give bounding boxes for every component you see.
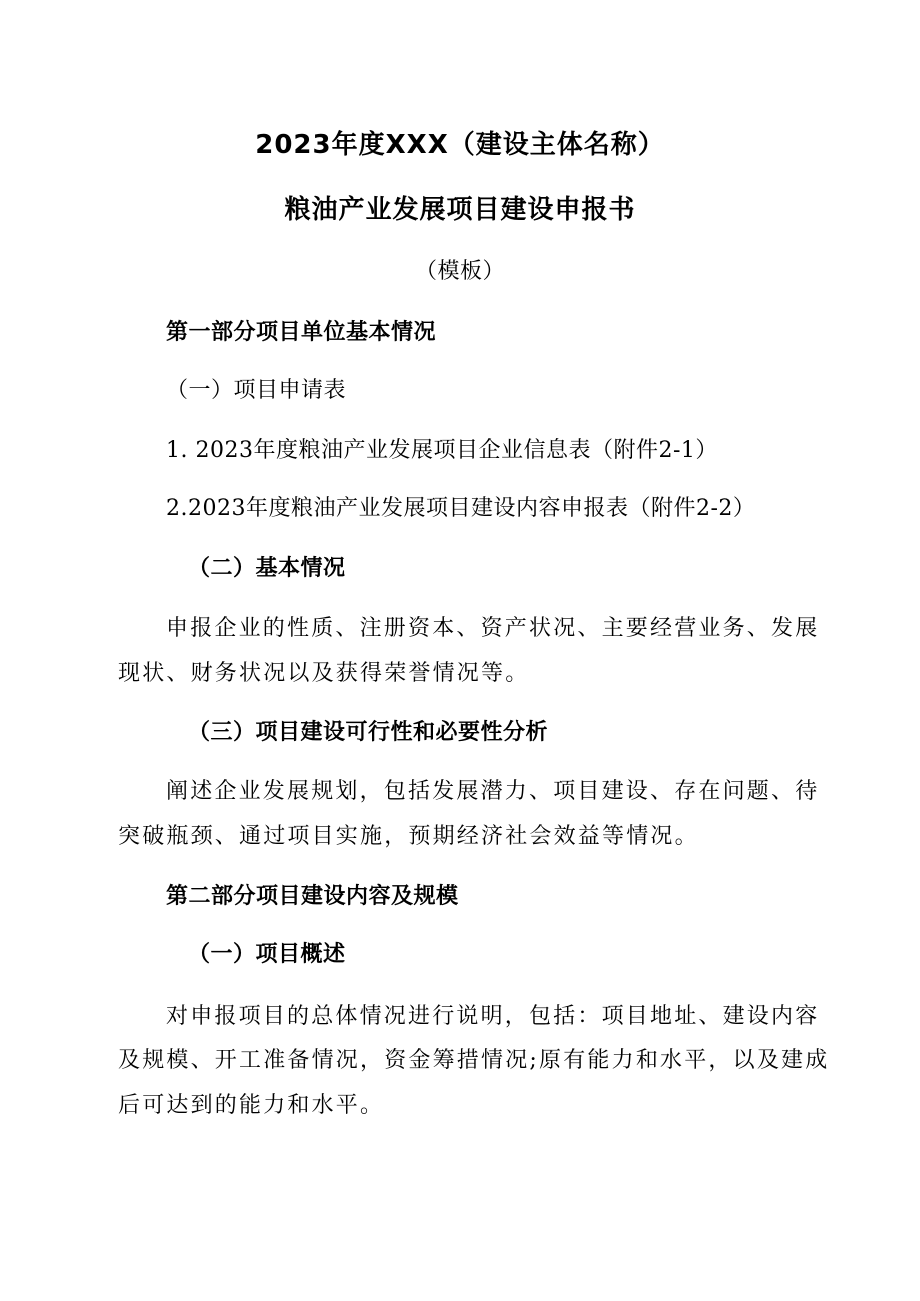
part1-sec3-paragraph-line2: 突破瓶颈、通过项目实施，预期经济社会效益等情况。	[118, 824, 699, 849]
part1-sec3-heading: （三）项目建设可行性和必要性分析	[188, 720, 549, 745]
part2-sec1-heading: （一）项目概述	[188, 942, 346, 967]
document-title-line1: 2023年度XXX（建设主体名称）	[255, 130, 665, 160]
part1-heading: 第一部分项目单位基本情况	[166, 320, 437, 345]
part1-sec1-item1: 1. 2023年度粮油产业发展项目企业信息表（附件2-1）	[166, 438, 718, 463]
part1-sec1-item2: 2.2023年度粮油产业发展项目建设内容申报表（附件2-2）	[166, 496, 756, 521]
part2-heading: 第二部分项目建设内容及规模	[166, 884, 459, 909]
part1-sec1-heading: （一）项目申请表	[166, 378, 347, 403]
part1-sec3-paragraph-line1: 阐述企业发展规划，包括发展潜力、项目建设、存在问题、待	[166, 779, 820, 804]
document-title-line2: 粮油产业发展项目建设申报书	[284, 195, 636, 225]
part2-sec1-paragraph-line1: 对申报项目的总体情况进行说明，包括：项目地址、建设内容	[166, 1004, 820, 1029]
part2-sec1-paragraph-line3: 后可达到的能力和水平。	[118, 1093, 385, 1118]
part2-sec1-paragraph-line2: 及规模、开工准备情况，资金筹措情况;原有能力和水平，以及建成	[118, 1048, 830, 1073]
part1-sec2-heading: （二）基本情况	[188, 556, 346, 581]
document-subtitle: （模板）	[414, 259, 505, 284]
part1-sec2-paragraph-line2: 现状、财务状况以及获得荣誉情况等。	[118, 661, 530, 686]
part1-sec2-paragraph-line1: 申报企业的性质、注册资本、资产状况、主要经营业务、发展	[166, 616, 820, 641]
